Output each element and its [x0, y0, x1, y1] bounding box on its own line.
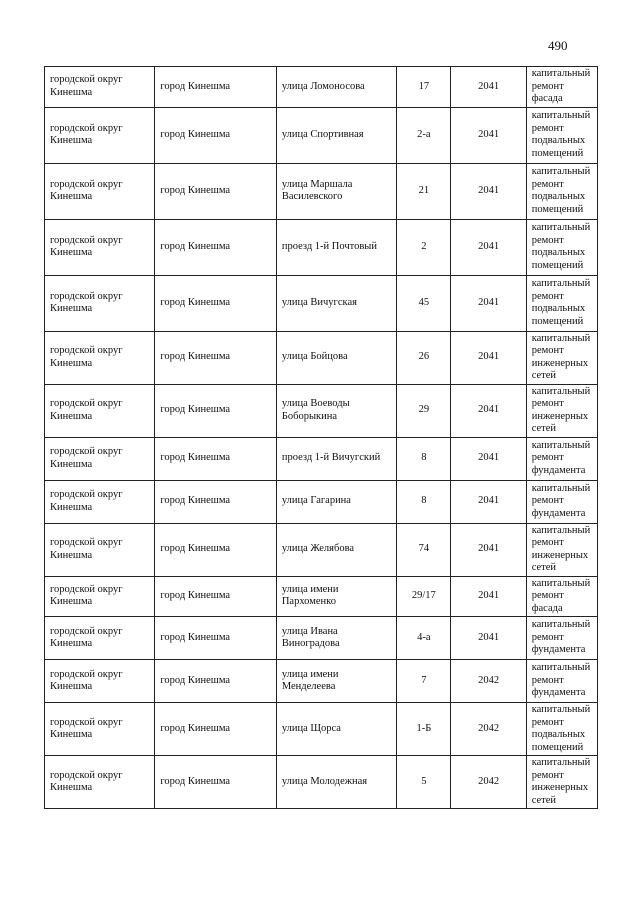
table-row	[45, 437, 598, 480]
cell-year: 2041	[451, 437, 526, 480]
cell-year: 2041	[451, 523, 526, 576]
cell-city: город Кинешма	[155, 384, 276, 437]
cell-city: город Кинешма	[155, 576, 276, 617]
table-row	[45, 523, 598, 576]
cell-work-type: капитальный ремонт подвальных помещений	[526, 107, 597, 163]
cell-work-type: капитальный ремонт фундамента	[526, 660, 597, 703]
cell-year: 2041	[451, 617, 526, 660]
cell-city: город Кинешма	[155, 703, 276, 756]
cell-work-type: капитальный ремонт инженерных сетей	[526, 384, 597, 437]
cell-house-number: 7	[397, 660, 451, 703]
cell-city: город Кинешма	[155, 660, 276, 703]
cell-street: проезд 1-й Вичугский	[276, 437, 396, 480]
cell-okrug: городской округ Кинешма	[45, 67, 155, 108]
cell-house-number: 1-Б	[397, 703, 451, 756]
cell-work-type: капитальный ремонт фундамента	[526, 437, 597, 480]
cell-work-type: капитальный ремонт фасада	[526, 576, 597, 617]
cell-city: город Кинешма	[155, 107, 276, 163]
cell-work-type: капитальный ремонт инженерных сетей	[526, 756, 597, 809]
table-row	[45, 703, 598, 756]
cell-work-type: капитальный ремонт фундамента	[526, 480, 597, 523]
table-row	[45, 219, 598, 275]
cell-street: улица Спортивная	[276, 107, 396, 163]
table-row	[45, 275, 598, 331]
cell-street: улица имени Менделеева	[276, 660, 396, 703]
cell-house-number: 4-а	[397, 617, 451, 660]
cell-okrug: городской округ Кинешма	[45, 703, 155, 756]
cell-okrug: городской округ Кинешма	[45, 384, 155, 437]
cell-city: город Кинешма	[155, 480, 276, 523]
cell-house-number: 45	[397, 275, 451, 331]
cell-street: улица Ломоносова	[276, 67, 396, 108]
cell-city: город Кинешма	[155, 523, 276, 576]
cell-year: 2041	[451, 480, 526, 523]
table-row	[45, 163, 598, 219]
cell-city: город Кинешма	[155, 437, 276, 480]
cell-work-type: капитальный ремонт фундамента	[526, 617, 597, 660]
repair-schedule-table	[44, 66, 598, 809]
table-row	[45, 660, 598, 703]
cell-work-type: капитальный ремонт фасада	[526, 67, 597, 108]
cell-okrug: городской округ Кинешма	[45, 576, 155, 617]
cell-street: улица имени Пархоменко	[276, 576, 396, 617]
cell-house-number: 5	[397, 756, 451, 809]
cell-okrug: городской округ Кинешма	[45, 480, 155, 523]
table-row	[45, 617, 598, 660]
cell-city: город Кинешма	[155, 331, 276, 384]
cell-house-number: 2-а	[397, 107, 451, 163]
cell-street: улица Воеводы Боборыкина	[276, 384, 396, 437]
cell-okrug: городской округ Кинешма	[45, 756, 155, 809]
cell-city: город Кинешма	[155, 163, 276, 219]
cell-street: улица Маршала Василевского	[276, 163, 396, 219]
cell-house-number: 8	[397, 480, 451, 523]
cell-year: 2041	[451, 67, 526, 108]
cell-city: город Кинешма	[155, 617, 276, 660]
cell-work-type: капитальный ремонт подвальных помещений	[526, 219, 597, 275]
table-body	[45, 67, 598, 809]
cell-okrug: городской округ Кинешма	[45, 523, 155, 576]
table-row	[45, 331, 598, 384]
table-row	[45, 480, 598, 523]
cell-work-type: капитальный ремонт подвальных помещений	[526, 275, 597, 331]
table-row	[45, 384, 598, 437]
cell-year: 2042	[451, 703, 526, 756]
cell-okrug: городской округ Кинешма	[45, 617, 155, 660]
table-row	[45, 756, 598, 809]
cell-year: 2041	[451, 384, 526, 437]
cell-okrug: городской округ Кинешма	[45, 437, 155, 480]
cell-work-type: капитальный ремонт инженерных сетей	[526, 523, 597, 576]
cell-okrug: городской округ Кинешма	[45, 331, 155, 384]
cell-year: 2041	[451, 331, 526, 384]
cell-year: 2041	[451, 576, 526, 617]
cell-work-type: капитальный ремонт инженерных сетей	[526, 331, 597, 384]
cell-year: 2042	[451, 756, 526, 809]
cell-year: 2041	[451, 163, 526, 219]
cell-okrug: городской округ Кинешма	[45, 163, 155, 219]
cell-year: 2042	[451, 660, 526, 703]
cell-house-number: 2	[397, 219, 451, 275]
cell-house-number: 26	[397, 331, 451, 384]
cell-street: улица Вичугская	[276, 275, 396, 331]
cell-house-number: 8	[397, 437, 451, 480]
cell-work-type: капитальный ремонт подвальных помещений	[526, 163, 597, 219]
cell-city: город Кинешма	[155, 756, 276, 809]
cell-work-type: капитальный ремонт подвальных помещений	[526, 703, 597, 756]
cell-city: город Кинешма	[155, 219, 276, 275]
cell-house-number: 74	[397, 523, 451, 576]
cell-street: улица Щорса	[276, 703, 396, 756]
table-row	[45, 67, 598, 108]
cell-street: улица Гагарина	[276, 480, 396, 523]
table-row	[45, 576, 598, 617]
table-row	[45, 107, 598, 163]
cell-city: город Кинешма	[155, 275, 276, 331]
cell-okrug: городской округ Кинешма	[45, 275, 155, 331]
cell-city: город Кинешма	[155, 67, 276, 108]
cell-okrug: городской округ Кинешма	[45, 107, 155, 163]
cell-street: улица Молодежная	[276, 756, 396, 809]
cell-street: улица Ивана Виноградова	[276, 617, 396, 660]
cell-house-number: 17	[397, 67, 451, 108]
cell-street: улица Желябова	[276, 523, 396, 576]
cell-street: улица Бойцова	[276, 331, 396, 384]
cell-street: проезд 1-й Почтовый	[276, 219, 396, 275]
cell-year: 2041	[451, 107, 526, 163]
cell-house-number: 21	[397, 163, 451, 219]
cell-okrug: городской округ Кинешма	[45, 219, 155, 275]
cell-year: 2041	[451, 275, 526, 331]
cell-year: 2041	[451, 219, 526, 275]
cell-house-number: 29	[397, 384, 451, 437]
cell-okrug: городской округ Кинешма	[45, 660, 155, 703]
cell-house-number: 29/17	[397, 576, 451, 617]
page-number: 490	[548, 38, 568, 53]
